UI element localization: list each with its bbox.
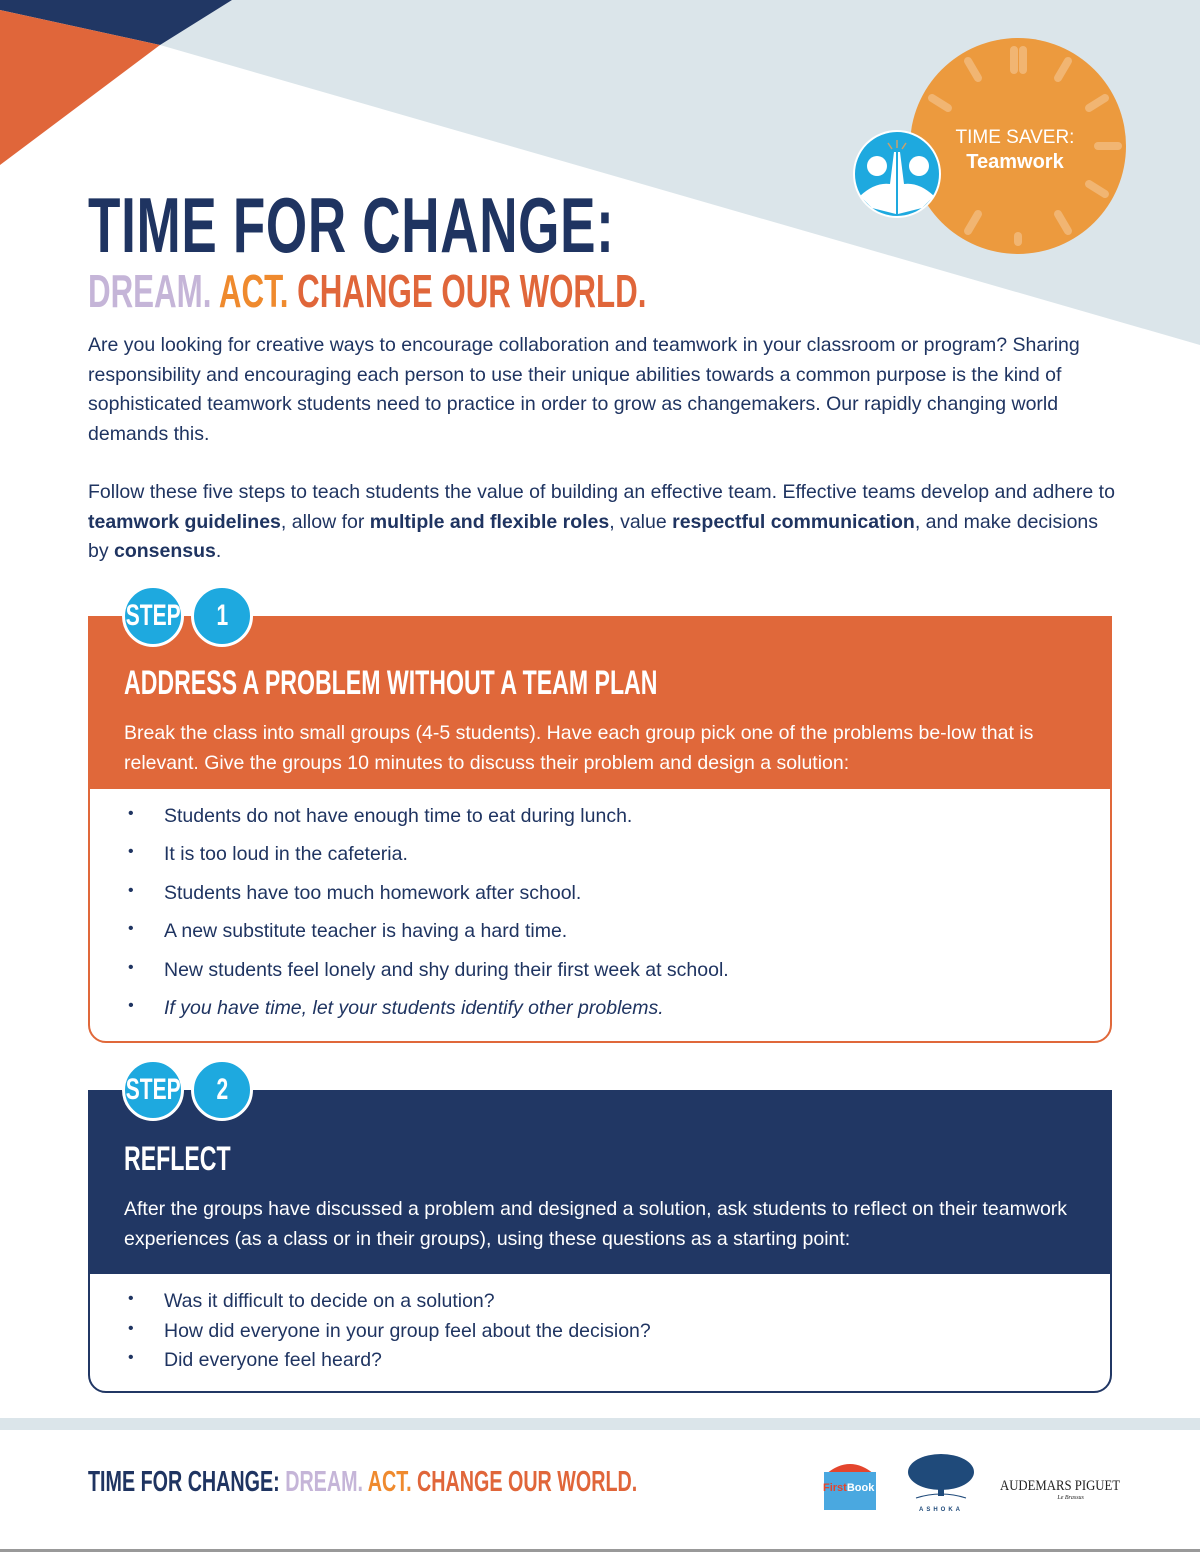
- list-item: • New students feel lonely and shy during their first week at school.: [128, 959, 1110, 997]
- badge-topic: Teamwork: [966, 151, 1064, 173]
- subtitle-dream: DREAM.: [88, 265, 212, 317]
- list-item: • A new substitute teacher is having a hard time.: [128, 920, 1110, 958]
- list-item: • Students have too much homework after school.: [128, 882, 1110, 920]
- footer-divider: [0, 1418, 1200, 1430]
- subtitle-act: ACT.: [218, 265, 289, 317]
- step-2-header: [88, 1090, 1112, 1274]
- badge-text: [930, 127, 1100, 174]
- list-item: • Students do not have enough time to eat during lunch.: [128, 805, 1110, 843]
- high-five-icon: [854, 131, 940, 217]
- intro-paragraph-1: Are you looking for creative ways to encourage collaboration and teamwork in your classroom or program? Sharing responsibility and encouraging each person to use their unique abilities towards a common purpose is the kind of sophisticated teamwork students need to practice in order to grow as changemakers. Our rapidly changing world demands this.: [88, 334, 1080, 445]
- step-2-heading: REFLECT: [124, 1140, 231, 1178]
- badge-label: TIME SAVER:: [955, 127, 1075, 148]
- step-2-text: After the groups have discussed a problem and designed a solution, ask students to reflect on their teamwork experiences (as a class or in their groups), using these questions as a starting point:: [124, 1198, 1068, 1250]
- page-title: TIME FOR CHANGE:: [88, 181, 615, 269]
- step-1-card: [88, 616, 1112, 1043]
- step-1-heading: ADDRESS A PROBLEM WITHOUT A TEAM PLAN: [124, 664, 658, 702]
- ashoka-logo: ASHOKA: [906, 1452, 976, 1516]
- step-1-header: [88, 616, 1112, 789]
- list-item: • Was it difficult to decide on a solution?: [128, 1290, 1110, 1320]
- step-1-label-badge: STEP: [122, 585, 184, 647]
- intro-paragraph-2: Follow these five steps to teach students the value of building an effective team. Effective teams develop and adhere to teamwork guidelines, allow for multiple and flexible roles, value respectful communication, and make decisions by consensus.: [88, 481, 1115, 563]
- step-2-label-badge: STEP: [122, 1059, 184, 1121]
- step-2-number-badge: 2: [191, 1059, 253, 1121]
- step-1-text: Break the class into small groups (4-5 students). Have each group pick one of the problems be-low that is relevant. Give the groups 10 minutes to discuss their problem and design a solution:: [124, 722, 1034, 774]
- list-item: • How did everyone in your group feel about the decision?: [128, 1320, 1110, 1350]
- list-item: • Did everyone feel heard?: [128, 1349, 1110, 1379]
- audemars-piguet-logo: AUDEMARS PIGUET Le Brassus: [1000, 1478, 1121, 1501]
- list-item: • It is too loud in the cafeteria.: [128, 843, 1110, 881]
- list-item: • If you have time, let your students identify other problems.: [128, 997, 1110, 1035]
- subtitle-change: CHANGE OUR WORLD.: [297, 265, 647, 317]
- first-book-logo: FirstBook: [820, 1460, 880, 1512]
- step-1-number-badge: 1: [191, 585, 253, 647]
- step-2-list: [90, 1274, 1110, 1379]
- page-subtitle: [88, 264, 909, 318]
- step-1-list: [90, 789, 1110, 1035]
- step-2-card: [88, 1090, 1112, 1393]
- footer-title: TIME FOR CHANGE: DREAM. ACT. CHANGE OUR WORLD.: [88, 1466, 638, 1498]
